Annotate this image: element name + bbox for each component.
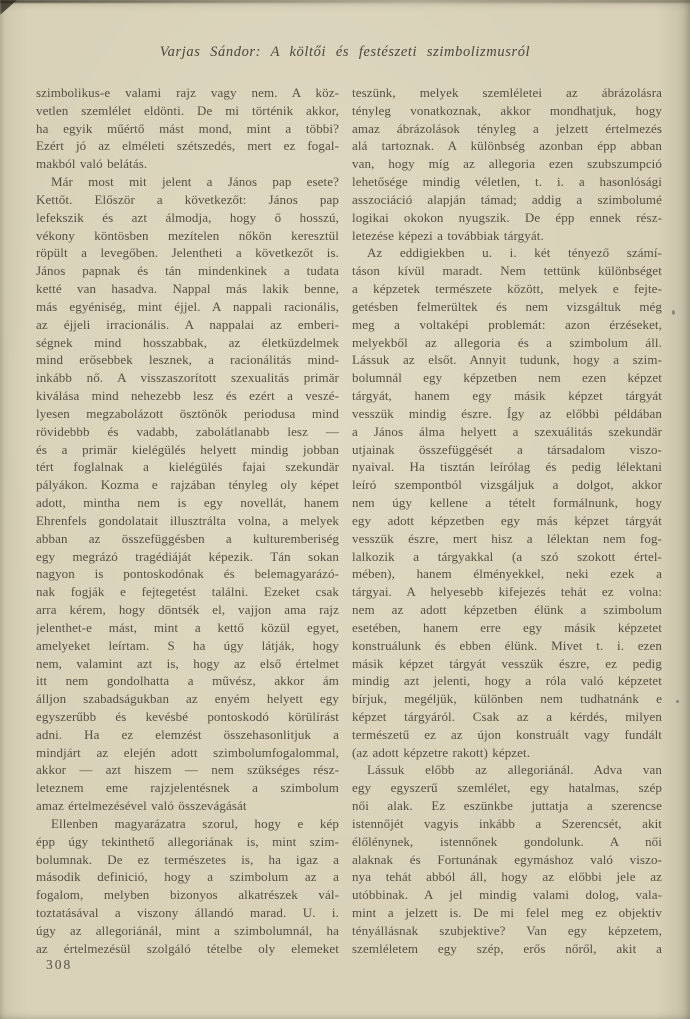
paragraph (36, 815, 339, 958)
text-line: esetében, hanem erre egy másik képzetet (352, 619, 662, 635)
text-line: pályákon. Kozma e rajzában tényleg oly képet (36, 477, 339, 493)
text-line: más egyéniség, mint éjjel. A nappali racionális, (36, 298, 339, 314)
text-line: amelyeket leírtam. S ha úgy látják, hogy (36, 637, 339, 653)
text-line: Az eddigiekben u. i. két tényező számí- (367, 245, 662, 261)
text-line: istennőjét vagyis inkább a Szerencsét, akit (352, 815, 662, 831)
text-line: van, hogy míg az allegoria ezen szubszumpció (352, 156, 662, 172)
text-line: alá tartoznak. A különbség azonban épp abban (352, 138, 662, 154)
text-line: adott, mintha nem is egy novellát, hanem (36, 495, 339, 511)
text-line: és a primär kielégülés helyett mindig jobban (36, 441, 339, 457)
paragraph (36, 84, 339, 173)
text-line: leíró szempontból vizsgáljuk a dolgot, akkor (352, 477, 662, 493)
text-line: bolumnak. De ez természetes is, ha igaz a (36, 851, 339, 867)
text-line: egy adott képzetben egy más képzet tárgyát (352, 512, 662, 528)
text-line: szemléletem egy szép, erős nőről, akit a (352, 940, 662, 956)
text-line: akkor — azt hiszem — nem szükséges rész- (36, 762, 339, 778)
text-line: vesszük mindig észre. Így az előbbi példában (352, 405, 662, 421)
text-line: Lássuk az elsőt. Annyit tudunk, hogy a szim- (352, 352, 662, 368)
text-line: mindig azt jelenti, hogy a róla való képzetet (352, 673, 662, 689)
text-line: lyesen megzabolázott ösztönök periodusa mind (36, 405, 339, 421)
text-line: a képzetek természete között, melyek e fejte- (352, 281, 662, 297)
text-line: női alak. Ez eszünkbe juttatja a szerencse (352, 798, 662, 814)
text-line: úgy az allegoriánál, mint a szimbolumnál, ha (36, 922, 339, 938)
paragraph (352, 761, 662, 957)
text-line: itt nem gondolhatta a művész, akkor ám (36, 673, 339, 689)
text-line: mindjárt az elején adott szimbolumfogalommal, (36, 744, 339, 760)
text-line: vetlen szemlélet eldönti. De mi történik akkor, (36, 102, 339, 118)
text-line: ségnek mind hosszabbak, az életküzdelmek (36, 334, 339, 350)
text-line: getésben felmerültek és nem vizsgáltuk még (352, 298, 662, 314)
page-number: 308 (46, 957, 73, 972)
text-line: egy megrázó tragédiáját képezik. Tán sokan (36, 548, 339, 564)
text-line: utjainak összefüggését a társadalom viszo- (352, 441, 662, 457)
text-line: meg a voltaképi problemát: azon érzéseket, (352, 316, 662, 332)
text-line: leteznem eme rajzjelentésnek a szimbolum (36, 780, 339, 796)
text-line: Már most mit jelent a János pap esete? (51, 174, 339, 190)
text-line: rövidebbb és vadabb, zabolátlanabb lesz — (36, 423, 339, 439)
text-line: letezése képezi a továbbiak tárgyát. (352, 227, 544, 243)
text-line: amaz értelmezésével való összevágását (36, 798, 247, 814)
text-line: (az adott képzetre rakott) képzet. (352, 744, 531, 760)
text-line: nagyon is pontoskodónak és belemagyarázó- (36, 566, 339, 582)
text-line: toztatásával a viszony állandó marad. U. i. (36, 905, 339, 921)
text-line: asszociáció alapján támad; addig a szimbolumé (352, 191, 662, 207)
text-line: bolumnál egy képzetben nem ezen képzet (352, 370, 662, 386)
text-line: táson kívül maradt. Nem tettünk különbséget (352, 263, 662, 279)
text-line: nya tehát abból áll, hogy az előbbi jele az (352, 869, 662, 885)
text-line: képzet tárgyáról. Csak az a kérdés, milyen (352, 708, 662, 724)
text-line: a János álma helyett a szexuálitás szekundär (352, 423, 662, 439)
text-line: második definició, hogy a szimbolum az a (36, 869, 339, 885)
text-line: mint a jelzett is. De mi felel meg ez objektiv (352, 905, 662, 921)
text-line: lalkozik a tárgyakkal (a szó szokott értel- (352, 548, 662, 564)
text-columns (36, 84, 662, 958)
text-line: adni. Ha ez elemzést összehasonlitjuk a (36, 726, 339, 742)
text-line: nem, valamint azt is, hogy az első értelmet (36, 655, 339, 671)
text-line: melyekből az allegoria és a szimbolum áll. (352, 334, 662, 350)
text-line: logikai okokon nyugszik. De épp ennek rész- (352, 209, 662, 225)
text-line: lefekszik és azt álmodja, hogy ő hosszú, (36, 209, 339, 225)
text-line: mében), hanem élményekkel, neki ezek a (352, 566, 662, 582)
text-line: fogalom, melyben bizonyos alkatrészek vál- (36, 887, 339, 903)
scan-corner-mark-artifact (0, 0, 17, 15)
text-line: álljon szabadságukban az enyém helyett egy (36, 691, 339, 707)
text-line: az értelmezésül szolgáló tételbe oly elemeket (36, 940, 339, 956)
running-header-title: Varjas Sándor: A költői és festészeti szimbolizmusról (159, 44, 531, 60)
text-line: nak fogják e fejtegetést találni. Ezeket csak (36, 584, 339, 600)
text-line: bírjuk, megéljük, különben nem tudhatnánk e (352, 691, 662, 707)
text-line: röpült a levegőben. Jelentheti a következőt is. (36, 245, 339, 261)
text-line: Ellenben magyarázatra szorul, hogy e kép (51, 815, 339, 831)
text-line: teszünk, melyek szemléletei az ábrázolásra (352, 85, 662, 100)
paragraph (36, 173, 339, 815)
text-line: az éjjeli irracionális. A nappalai az emberi- (36, 316, 339, 332)
text-line: tényleg vonatkoznak, akkor mondhatjuk, hogy (352, 102, 662, 118)
text-line: nyaival. Ha tisztán leírólag és pedig lélektani (352, 459, 662, 475)
text-line: arra kérem, hogy döntsék el, vajjon ama rajz (36, 602, 339, 618)
paragraph (352, 244, 662, 761)
text-line: ketté van hasadva. Nappal más lakik benne, (36, 281, 339, 297)
text-line: amaz ábrázolások tényleg a jelzett értelmezés (352, 120, 662, 136)
text-line: tárgyát, hanem egy másik képzet tárgyát (352, 388, 662, 404)
text-line: természetű ez az újon konstruált vagy fundált (352, 726, 662, 742)
text-line: János papnak és tán mindenkinek a tudata (36, 263, 339, 279)
text-line: utóbbinak. A jel mindig valami dolog, vala- (352, 887, 662, 903)
text-line: egy egyszerű szemlélet, egy hatalmas, szép (352, 780, 662, 796)
scan-speck-artifact (672, 310, 675, 315)
text-line: kiválása mind nehezebb lesz és ezért a veszé- (36, 388, 339, 404)
scan-top-edge-artifact (0, 0, 690, 3)
text-line: Kettőt. Először a következőt: János pap (36, 191, 339, 207)
text-line: élőlénynek, istennőnek gondolunk. A női (352, 833, 662, 849)
text-line: Ehrenfels gondolatait illusztrálta volna, a melyek (36, 512, 339, 528)
text-line: nem úgy kellene a tételt formálnunk, hogy (352, 495, 662, 511)
text-line: Ezért jó az elméleti szétszedés, mert ez fogal- (36, 138, 339, 154)
text-line: szimbolikus-e valami rajz vagy nem. A köz- (36, 85, 339, 100)
column-right (352, 84, 662, 958)
text-line: tért foglalnak a kielégülés fajai szekundär (36, 459, 339, 475)
text-line: Lássuk előbb az allegoriánál. Adva van (367, 762, 662, 778)
text-line: jelenthet-e mást, mint a kettő közül egyet, (36, 619, 339, 635)
text-line: másik képzet tárgyát vesszük észre, ez pedig (352, 655, 662, 671)
text-line: makból való belátás. (36, 156, 148, 172)
column-left (36, 84, 339, 958)
text-line: alaknak és Fortunának egymáshoz való viszo- (352, 851, 662, 867)
text-line: mind erősebbek lesznek, a racionálitás mind- (36, 352, 339, 368)
text-line: vékony köntösben mezítelen nőkön keresztül (36, 227, 339, 243)
text-line: vesszük észre, mert hisz a lélektan nem fog- (352, 530, 662, 546)
text-line: épp úgy tekinthető allegoriának is, mint szim- (36, 833, 339, 849)
text-line: ha egyik műértő mást mond, mint a többi? (36, 120, 339, 136)
text-line: abban az összefüggésben a kulturemberiség (36, 530, 339, 546)
text-line: lehetősége mindig véletlen, t. i. a hasonlósági (352, 174, 662, 190)
text-line: tényállásnak szubjektive? Van egy képzetem, (352, 922, 662, 938)
scan-speck-artifact (676, 700, 679, 703)
text-line: nem az adott képzetben élünk a szimbolum (352, 602, 662, 618)
text-line: inkább nő. A visszaszorított szexualitás primär (36, 370, 339, 386)
paragraph (352, 84, 662, 244)
text-line: tárgyai. A helyesebb kifejezés tehát ez volna: (352, 584, 662, 600)
text-line: egyszerűbb és kevésbé pontoskodó körülírást (36, 708, 339, 724)
text-line: konstruálunk és ebben élünk. Mivet t. i. ezen (352, 637, 662, 653)
